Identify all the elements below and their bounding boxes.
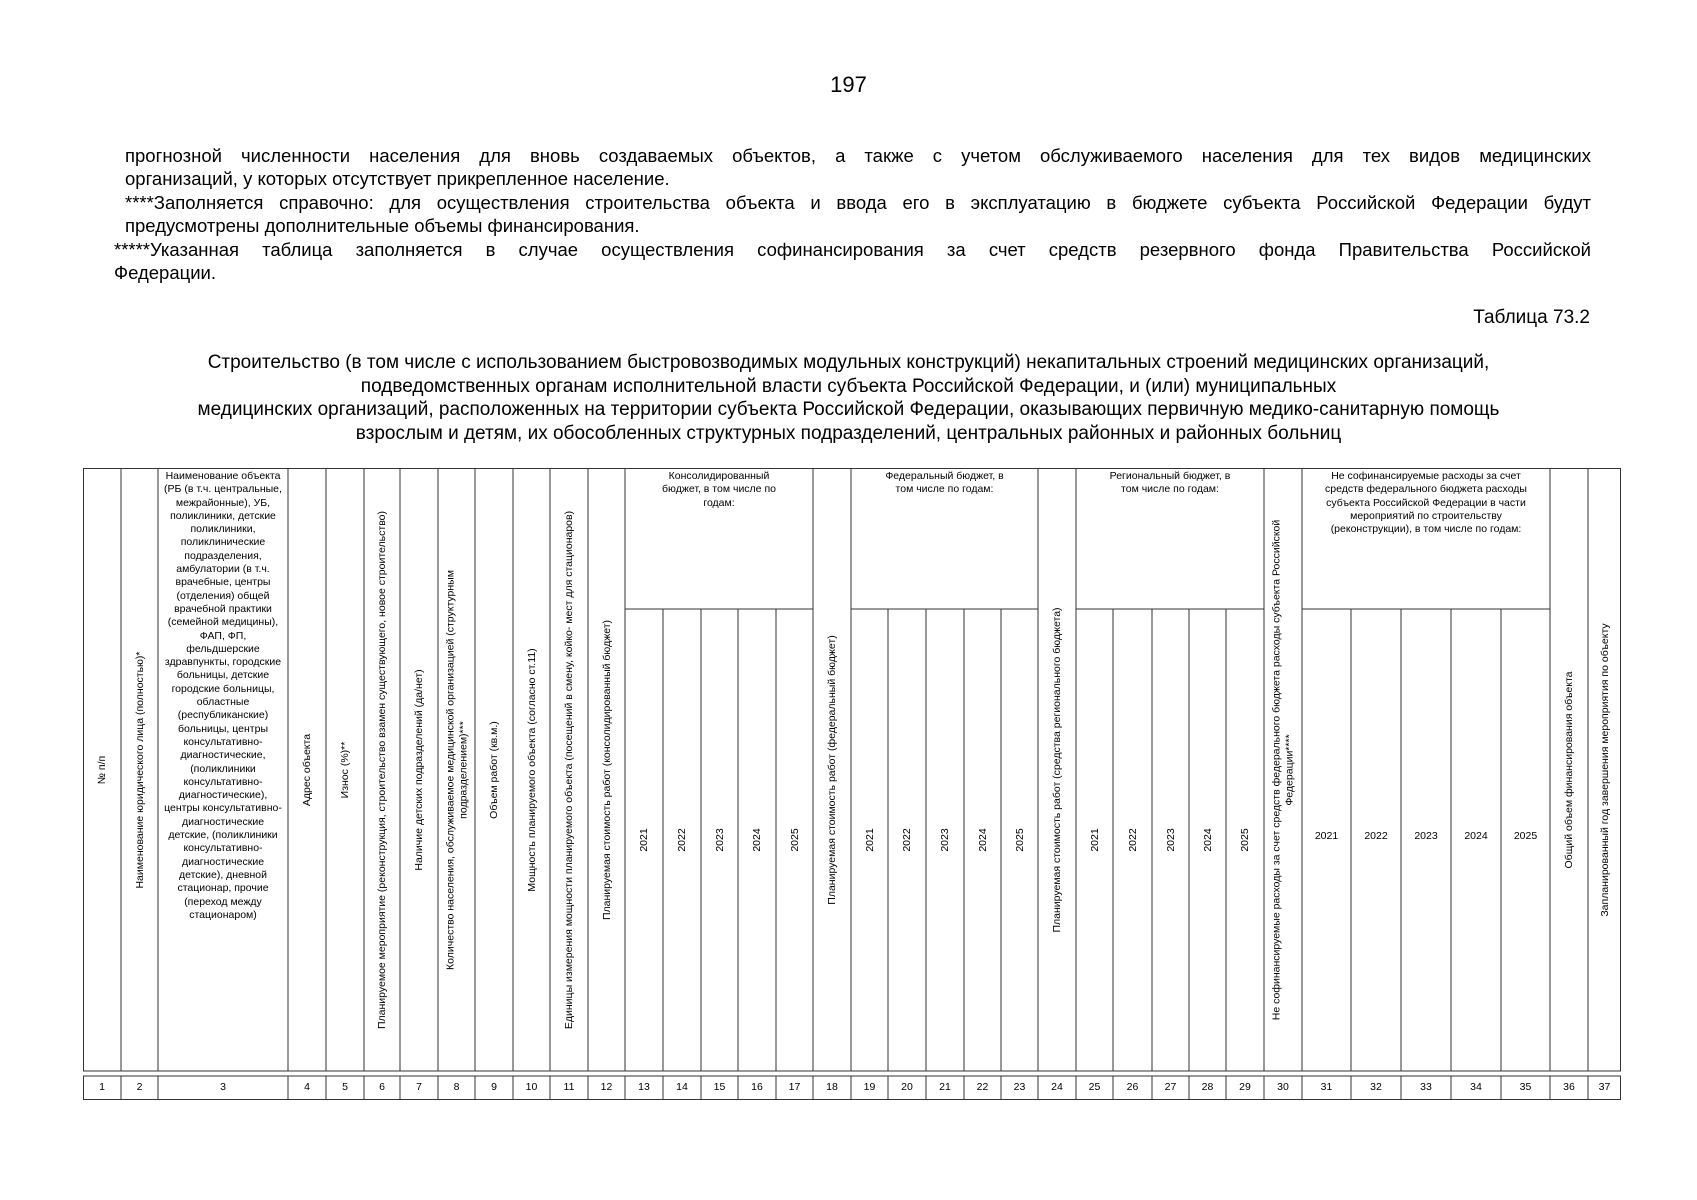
column-number: 18 (826, 1081, 838, 1093)
column-number: 25 (1088, 1081, 1101, 1093)
year-label: 2021 (863, 828, 876, 852)
group-header-g2: Федеральный бюджет, в том числе по годам: (885, 470, 1004, 496)
column-number: 15 (713, 1081, 726, 1093)
year-cell (625, 609, 663, 1071)
footnote-five-stars (114, 238, 1591, 284)
column-number: 32 (1370, 1081, 1382, 1093)
footnote-line: предусмотрены дополнительные объемы финансирования. (125, 215, 640, 236)
header-cell-c8 (438, 468, 475, 1071)
header-cell-c18 (813, 468, 851, 1071)
header-cell-object-name: Наименование объекта (РБ (в т.ч. центральные, межрайонные), УБ, поликлиники, детские поликлиники, поликлинические подразделения, амбулатории (в т.ч. врачебные, центры (отделения) общей врачебной практики (семейной медицины), ФАП, ФП, фельдшерские здравпункты, городские больницы, детские городские больницы, областные (республиканские) больницы, центры консультативно-диагностические, (поликлиники консультативно-диагностические), центры консультативно-диагностические детские, (поликлиники консультативно-диагностические детские), дневной стационар, прочие (переход между стационаром) (164, 470, 282, 921)
column-number: 21 (939, 1081, 951, 1093)
page-number: 197 (830, 72, 867, 97)
year-label: 2024 (1464, 830, 1488, 842)
header-text-c30: Не софинансируемые расходы за счет средств федерального бюджета расходы субъекта Российской Федерации**** (1270, 519, 1295, 1020)
table-title (100, 351, 1597, 445)
header-text-c36: Общий объем финансирования объекта (1562, 671, 1575, 868)
header-text-c24: Планируемая стоимость работ (средства регионального бюджета) (1050, 606, 1063, 933)
header-cell-c9 (475, 468, 513, 1071)
header-text-c4: Адрес объекта (300, 733, 313, 806)
year-label: 2023 (713, 828, 726, 852)
header-text-c37: Запланированный год завершения мероприятия по объекту (1598, 622, 1611, 917)
year-cell (964, 609, 1001, 1071)
column-number: 3 (220, 1081, 226, 1093)
year-cell (1076, 609, 1113, 1071)
header-cell-c12 (588, 468, 625, 1071)
data-table (83, 468, 1621, 1100)
table-title-line: Строительство (в том числе с использованием быстровозводимых модульных конструкций) некапитальных строений медицинских организаций, (207, 352, 1490, 373)
header-text-c5: Износ (%)** (338, 741, 351, 798)
column-number: 23 (1013, 1081, 1026, 1093)
column-number: 11 (563, 1081, 575, 1093)
footnote-line: организаций, у которых отсутствует прикрепленное население. (125, 168, 670, 189)
column-number: 6 (379, 1081, 385, 1093)
header-cell-c6 (364, 468, 400, 1071)
header-cell-c24 (1038, 468, 1076, 1071)
footnote-line: ****Заполняется справочно: для осуществления строительства объекта и ввода его в эксплуатацию в бюджете субъекта Российской Федерации будут (125, 192, 1591, 213)
footnote-line: *****Указанная таблица заполняется в случае осуществления софинансирования за счет средств резервного фонда Правительства Российской (114, 239, 1591, 260)
header-text-c6: Планируемое мероприятие (реконструкция, строительство взамен существующего, новое строительство) (375, 510, 388, 1029)
year-cell (1152, 609, 1189, 1071)
column-number: 17 (788, 1081, 801, 1093)
column-number: 33 (1420, 1081, 1432, 1093)
column-number: 16 (751, 1081, 763, 1093)
column-number: 22 (976, 1081, 989, 1093)
column-number: 7 (416, 1081, 422, 1093)
column-number: 12 (600, 1081, 613, 1093)
column-number: 24 (1051, 1081, 1063, 1093)
column-number: 9 (491, 1081, 497, 1093)
year-cell (1113, 609, 1152, 1071)
header-text-c11: Единицы измерения мощности планируемого объекта (посещений в смену, койко- мест для стационаров) (562, 510, 575, 1029)
header-text-c18: Планируемая стоимость работ (федеральный бюджет) (825, 634, 838, 905)
year-cell (888, 609, 926, 1071)
table-title-line: взрослым и детям, их обособленных структурных подразделений, центральных районных и районных больниц (355, 422, 1342, 444)
year-label: 2023 (939, 828, 951, 852)
year-label: 2021 (638, 828, 650, 852)
header-cell-c37 (1588, 468, 1621, 1071)
header-cell-c4 (288, 468, 326, 1071)
year-label: 2021 (1088, 828, 1101, 852)
year-cell (1189, 609, 1226, 1071)
column-number: 14 (676, 1081, 688, 1093)
table-title-line: медицинских организаций, расположенных на территории субъекта Российской Федерации, оказывающих первичную медико-санитарную помощь (197, 399, 1500, 420)
footnote-line: Федерации. (114, 262, 217, 283)
header-cell-c5 (326, 468, 364, 1071)
column-number: 5 (342, 1081, 348, 1093)
year-label: 2022 (676, 828, 688, 852)
year-cell (1226, 609, 1264, 1071)
column-number: 37 (1598, 1081, 1611, 1093)
year-label: 2025 (1013, 828, 1026, 852)
year-cell (926, 609, 964, 1071)
group-header-g3: Региональный бюджет, в том числе по годам: (1109, 470, 1231, 496)
year-label: 2024 (1201, 828, 1214, 852)
column-number: 2 (136, 1081, 143, 1093)
footnote-line: прогнозной численности населения для вновь создаваемых объектов, а также с учетом обслуживаемого населения для тех видов медицинских (125, 145, 1591, 166)
year-label: 2024 (976, 828, 989, 852)
year-label: 2025 (788, 828, 801, 852)
column-number: 13 (638, 1081, 650, 1093)
year-label: 2022 (901, 828, 913, 852)
year-cell (701, 609, 738, 1071)
column-number: 27 (1164, 1081, 1177, 1093)
header-text-c9: Объем работ (кв.м.) (487, 720, 500, 819)
column-number: 26 (1126, 1081, 1139, 1093)
column-number: 10 (525, 1081, 538, 1093)
year-label: 2021 (1314, 830, 1339, 842)
column-number: 31 (1320, 1081, 1333, 1093)
header-text-c2: Наименование юридического лица (полностью)* (133, 650, 146, 889)
header-text-c10: Мощность планируемого объекта (согласно ст.11) (525, 647, 538, 892)
year-label: 2023 (1164, 828, 1177, 852)
year-label: 2023 (1414, 830, 1438, 842)
year-cell (1001, 609, 1038, 1071)
column-number: 19 (863, 1081, 876, 1093)
header-cell-c2 (121, 468, 158, 1071)
header-cell-c10 (513, 468, 550, 1071)
header-cell-c1 (83, 468, 121, 1071)
header-text-c12: Планируемая стоимость работ (консолидированный бюджет) (600, 619, 613, 920)
column-number: 20 (901, 1081, 913, 1093)
year-label: 2022 (1364, 830, 1388, 842)
column-number: 35 (1519, 1081, 1532, 1093)
year-label: 2022 (1126, 828, 1139, 852)
footnote-four-stars (125, 191, 1591, 237)
column-number: 29 (1239, 1081, 1251, 1093)
year-cell (776, 609, 813, 1071)
column-number: 34 (1470, 1081, 1482, 1093)
table-title-line: подведомственных органам исполнительной власти субъекта Российской Федерации, и (или) муниципальных (360, 375, 1337, 397)
header-cell-c30 (1264, 468, 1302, 1071)
column-number: 28 (1201, 1081, 1214, 1093)
year-label: 2025 (1513, 830, 1538, 842)
column-number: 8 (453, 1081, 460, 1093)
year-label: 2025 (1239, 828, 1251, 852)
group-header-g1: Консолидированный бюджет, в том числе по годам: (662, 470, 776, 509)
column-number: 1 (99, 1081, 105, 1093)
column-number: 30 (1277, 1081, 1289, 1093)
header-text-c8: Количество населения, обслуживаемое медицинской организацией (структурным подразделением)*** (444, 569, 469, 970)
header-cell-c7 (400, 468, 438, 1071)
year-label: 2024 (751, 828, 763, 852)
header-cell-c11 (550, 468, 588, 1071)
year-cell (738, 609, 776, 1071)
table-label: Таблица 73.2 (1473, 307, 1590, 328)
year-cell (663, 609, 701, 1071)
header-cell-c36 (1550, 468, 1588, 1071)
footnote-population (125, 144, 1591, 190)
header-text-c1: № п/п (95, 755, 108, 784)
column-number: 36 (1563, 1081, 1575, 1093)
column-number: 4 (304, 1081, 310, 1093)
group-header-g4: Не софинансируемые расходы за счет средств федерального бюджета расходы субъекта Российской Федерации в части мероприятий по строительству (реконструкции), в том числе по годам: (1325, 470, 1527, 536)
year-cell (851, 609, 888, 1071)
header-text-c7: Наличие детских подразделений (да/нет) (412, 668, 425, 871)
